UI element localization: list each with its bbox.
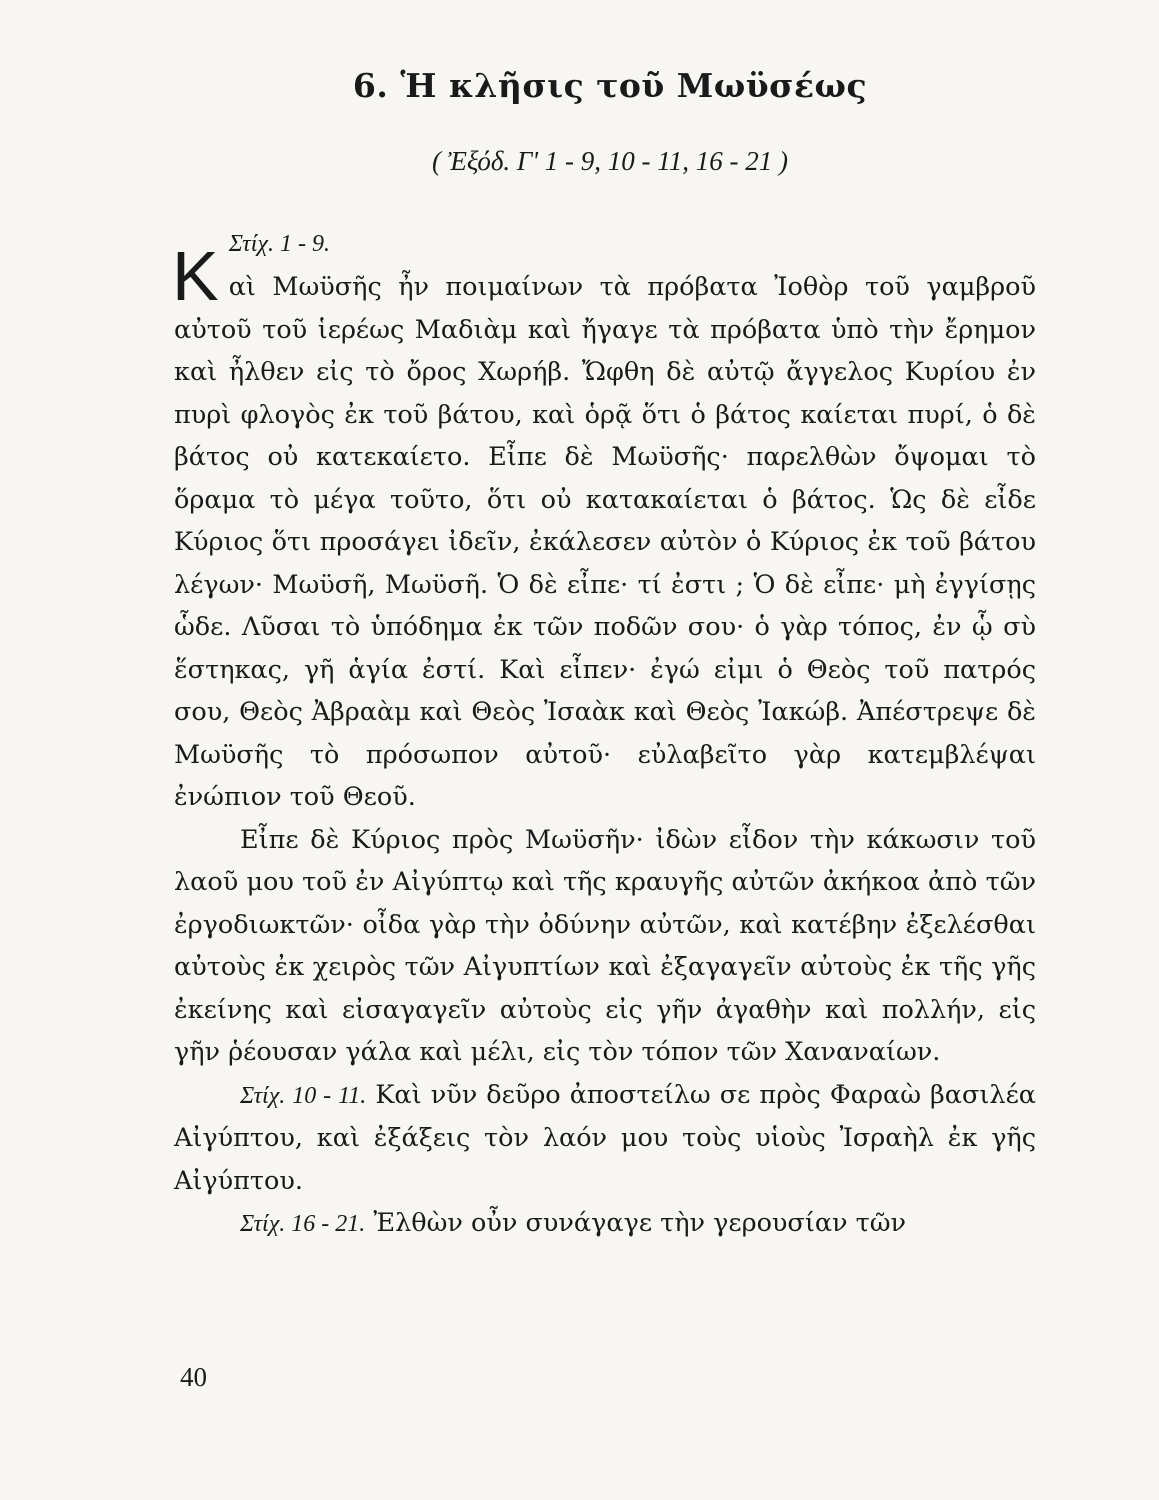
paragraph-verses-16-21 <box>174 1202 1036 1246</box>
chapter-title: 6. Ἡ κλῆσις τοῦ Μωϋσέως <box>352 66 868 105</box>
paragraph-verses-1-9 <box>174 232 1036 819</box>
paragraph <box>174 819 1036 1074</box>
page-number: 40 <box>180 1362 207 1392</box>
paragraph-text: Καὶ νῦν δεῦρο ἀποστείλω σε πρὸς Φαραὼ βασιλέα Αἰγύπτου, καὶ ἐξάξεις τὸν λαόν μου τοὺς υἱοὺς Ἰσραὴλ ἐκ γῆς Αἰγύπτου. <box>174 1079 1037 1196</box>
drop-cap: Κ <box>172 237 219 315</box>
verse-label: Στίχ. 10 - 11. <box>240 1082 367 1109</box>
scripture-reference: ( Ἐξόδ. Γ' 1 - 9, 10 - 11, 16 - 21 ) <box>432 146 788 176</box>
verse-label: Στίχ. 16 - 21. <box>240 1211 366 1237</box>
body-text <box>174 232 1036 1246</box>
verse-label: Στίχ. 1 - 9. <box>228 231 330 257</box>
paragraph-text: αὶ Μωϋσῆς ἦν ποιμαίνων τὰ πρόβατα Ἰοθὸρ τοῦ γαμβροῦ αὐτοῦ τοῦ ἱερέως Μαδιὰμ καὶ ἤγαγε τὰ πρόβατα ὑπὸ τὴν ἔρημον καὶ ἦλθεν εἰς τὸ ὄρος Χωρήβ. Ὤφθη δὲ αὐτῷ ἄγγελος Κυρίου ἐν πυρὶ φλογὸς ἐκ τοῦ βάτου, καὶ ὁρᾷ ὅτι ὁ βάτος καίεται πυρί, ὁ δὲ βάτος οὐ κατεκαίετο. Εἶπε δὲ Μωϋσῆς· παρελθὼν ὄψομαι τὸ ὅραμα τὸ μέγα τοῦτο, ὅτι οὐ κατακαίεται ὁ βάτος. Ὡς δὲ εἶδε Κύριος ὅτι προσάγει ἰδεῖν, ἐκάλεσεν αὐτὸν ὁ Κύριος ἐκ τοῦ βάτου λέγων· Μωϋσῆ, Μωϋσῆ. Ὁ δὲ εἶπε· τί ἐστι ; Ὁ δὲ εἶπε· μὴ ἐγγίσῃς ὧδε. Λῦσαι τὸ ὑπόδημα ἐκ τῶν ποδῶν σου· ὁ γὰρ τόπος, ἐν ᾧ σὺ ἕστηκας, γῆ ἁγία ἐστί. Καὶ εἶπεν· ἐγώ εἰμι ὁ Θεὸς τοῦ πατρός σου, Θεὸς Ἀβραὰμ καὶ Θεὸς Ἰσαὰκ καὶ Θεὸς Ἰακώβ. Ἀπέστρεψε δὲ Μωϋσῆς τὸ πρόσωπον αὐτοῦ· εὐλαβεῖτο γὰρ κατεμβλέψαι ἐνώπιον τοῦ Θεοῦ. <box>174 272 1036 812</box>
paragraph-text: Ἐλθὼν οὖν συνάγαγε τὴν γερουσίαν τῶν <box>373 1208 907 1238</box>
paragraph-verses-10-11 <box>174 1074 1036 1203</box>
paragraph-text: Εἶπε δὲ Κύριος πρὸς Μωϋσῆν· ἰδὼν εἶδον τὴν κάκωσιν τοῦ λαοῦ μου τοῦ ἐν Αἰγύπτῳ καὶ τῆς κραυγῆς αὐτῶν ἀκήκοα ἀπὸ τῶν ἐργοδιωκτῶν· οἶδα γὰρ τὴν ὀδύνην αὐτῶν, καὶ κατέβην ἐξελέσθαι αὐτοὺς ἐκ χειρὸς τῶν Αἰγυπτίων καὶ ἐξαγαγεῖν αὐτοὺς ἐκ τῆς γῆς ἐκείνης καὶ εἰσαγαγεῖν αὐτοὺς εἰς γῆν ἀγαθὴν καὶ πολλήν, εἰς γῆν ῥέουσαν γάλα καὶ μέλι, εἰς τὸν τόπον τῶν Χαναναίων. <box>174 824 1036 1067</box>
